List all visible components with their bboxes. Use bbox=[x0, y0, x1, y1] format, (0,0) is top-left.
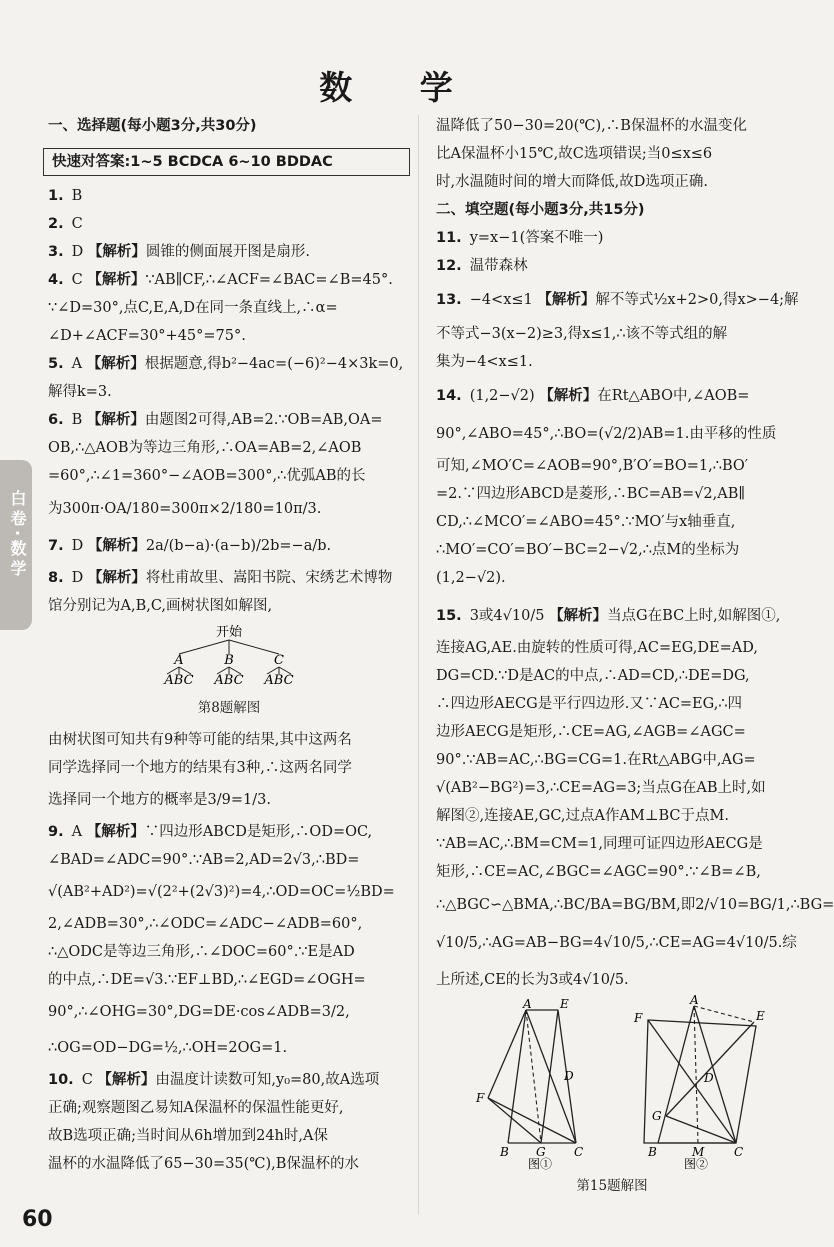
svg-text:ABC: ABC bbox=[214, 673, 244, 688]
q7: 7. D 【解析】2a/(b−a)·(a−b)/2b=−a/b. bbox=[48, 538, 332, 554]
svg-text:B: B bbox=[500, 1145, 509, 1159]
q3: 3. D 【解析】圆锥的侧面展开图是扇形. bbox=[48, 244, 310, 260]
q8: 8. D 【解析】将杜甫故里、嵩阳书院、宋绣艺术博物 馆分别记为A,B,C,画树状图如解图, 开始 A B C ABC ABC ABC 第8题解图 由树状图可知共有9种等可能的结果,其中这两名 同学选择同一个地方的结果有3种,∴这两名同学 选择同一个地方的概率是3/9=1/3. bbox=[48, 564, 410, 818]
fig15-caption: 第15题解图 bbox=[576, 1178, 648, 1194]
svg-text:B: B bbox=[224, 653, 234, 668]
q15: 15. 3或4√10/5 【解析】当点G在BC上时,如解图①, 连接AG,AE.由旋转的性质可得,AC=EG,DE=AD, DG=CD.∵D是AC的中点,∴AD=CD,∴DE=DG, ∴四边形AECG是平行四边形.又∵AC=EG,∴四 边形AECG是矩形,∴CE=AG,∠AGB=∠AGC= 90°.∵AB=AC,∴BG=CG=1.在Rt△ABG中,AG= √(AB²−BG²)=3,∴CE=AG=3;当点G在AB上时,如 解图②,连接AE,GC,过点A作AM⊥BC于点M. ∵AB=AC,∴BM=CM=1,同理可证四边形AECG是 矩形,∴CE=AC,∠BGC=∠AGC=90°.∵∠B=∠B, ∴△BGC∽△BMA,∴BC/BA=BG/BM,即2/√10=BG/1,∴BG= √10/5,∴AG=AB−BG=4√10/5,∴CE=AG=4√10/5.综 上所述,CE的长为3或4√10/5. A E D F B G C 图① A E F D G B M C 图② 第15题解图 bbox=[436, 598, 788, 1200]
quick-answers-box: 快速对答案:1~5 BCDCA 6~10 BDDAC bbox=[43, 148, 410, 176]
q10-continued-1: 温降低了50−30=20(℃),∴B保温杯的水温变化 bbox=[436, 118, 747, 134]
q6: 6. B 【解析】由题图2可得,AB=2.∵OB=AB,OA= OB,∴△AOB为等边三角形,∴OA=AB=2,∠AOB =60°,∴∠1=360°−∠AOB=300°,∴优弧AB的长 为300π·OA/180=300π×2/180=10π/3. bbox=[48, 412, 383, 517]
svg-text:C: C bbox=[734, 1145, 744, 1159]
svg-text:F: F bbox=[634, 1011, 643, 1025]
left-column bbox=[48, 112, 410, 1178]
svg-text:A: A bbox=[174, 653, 184, 668]
q2: 2. C bbox=[48, 216, 83, 232]
svg-text:D: D bbox=[704, 1071, 714, 1085]
svg-text:G: G bbox=[536, 1145, 546, 1159]
q5: 5. A 【解析】根据题意,得b²−4ac=(−6)²−4×3k=0, 解得k=3. bbox=[48, 356, 404, 400]
column-divider bbox=[418, 115, 419, 1215]
svg-text:ABC: ABC bbox=[264, 673, 294, 688]
svg-text:M: M bbox=[692, 1145, 705, 1159]
svg-text:E: E bbox=[756, 1009, 765, 1023]
section-choice-heading: 一、选择题(每小题3分,共30分) bbox=[48, 118, 257, 134]
side-tab bbox=[0, 460, 32, 630]
fig8-caption: 第8题解图 bbox=[197, 700, 261, 716]
q13: 13. −4<x≤1 【解析】解不等式½x+2>0,得x>−4;解 不等式−3(x−2)≥3,得x≤1,∴该不等式组的解 集为−4<x≤1. bbox=[436, 292, 799, 370]
svg-text:D: D bbox=[564, 1069, 574, 1083]
svg-text:A: A bbox=[690, 993, 699, 1007]
figure-2 bbox=[633, 993, 765, 1171]
svg-text:C: C bbox=[274, 653, 284, 668]
q10-continued-2: 比A保温杯小15℃,故C选项错误;当0≤x≤6 bbox=[436, 146, 713, 162]
svg-text:E: E bbox=[560, 997, 569, 1011]
tree-diagram bbox=[48, 624, 410, 722]
fig15-svg bbox=[436, 993, 776, 1171]
tree-start-label: 开始 bbox=[215, 625, 243, 640]
fig1-label: 图① bbox=[528, 1157, 553, 1171]
q11: 11. y=x−1(答案不唯一) bbox=[436, 230, 604, 246]
q10: 10. C 【解析】由温度计读数可知,y₀=80,故A选项 正确;观察题图乙易知A保温杯的保温性能更好, 故B选项正确;当时间从6h增加到24h时,A保 温杯的水温降低了65−30=35(℃),B保温杯的水 bbox=[48, 1072, 380, 1172]
svg-text:ABC: ABC bbox=[164, 673, 194, 688]
q14: 14. (1,2−√2) 【解析】在Rt△ABO中,∠AOB= 90°,∠ABO=45°,∴BO=(√2/2)AB=1.由平移的性质 可知,∠MO′C=∠AOB=90°,B′O′=BO=1,∴BO′ =2.∵四边形ABCD是菱形,∴BC=AB=√2,AB∥ CD,∴∠MCO′=∠ABO=45°.∵MO′与x轴垂直, ∴MO′=CO′=BO′−BC=2−√2,∴点M的坐标为 (1,2−√2). bbox=[436, 388, 777, 586]
page-title: 数 学 bbox=[319, 68, 481, 107]
q12: 12. 温带森林 bbox=[436, 258, 528, 274]
svg-text:A: A bbox=[523, 997, 532, 1011]
figure-1 bbox=[475, 997, 583, 1171]
q9: 9. A 【解析】∵四边形ABCD是矩形,∴OD=OC, ∠BAD=∠ADC=90°.∵AB=2,AD=2√3,∴BD= √(AB²+AD²)=√(2²+(2√3)²)=4,∴OD=OC=½BD= 2,∠ADB=30°,∴∠ODC=∠ADC−∠ADB=60°, ∴△ODC是等边三角形,∴∠DOC=60°.∵E是AD 的中点,∴DE=√3.∵EF⊥BD,∴∠EGD=∠OGH= 90°,∴∠OHG=30°,DG=DE·cos∠ADB=3/2, ∴OG=OD−DG=½,∴OH=2OG=1. bbox=[48, 824, 395, 1056]
page-number: 60 bbox=[22, 1207, 53, 1232]
side-tab-label: 白卷·数学 bbox=[8, 490, 27, 581]
section-fill-heading: 二、填空题(每小题3分,共15分) bbox=[436, 202, 645, 218]
q1: 1. B bbox=[48, 188, 83, 204]
right-column bbox=[436, 112, 834, 1200]
q10-continued-3: 时,水温随时间的增大而降低,故D选项正确. bbox=[436, 174, 708, 190]
q4: 4. C 【解析】∵AB∥CF,∴∠ACF=∠BAC=∠B=45°. ∵∠D=30°,点C,E,A,D在同一条直线上,∴α= ∠D+∠ACF=30°+45°=75°. bbox=[48, 272, 393, 344]
fig15-diagrams bbox=[436, 993, 788, 1178]
fig2-label: 图② bbox=[684, 1157, 709, 1171]
svg-text:C: C bbox=[574, 1145, 584, 1159]
svg-text:G: G bbox=[652, 1109, 662, 1123]
svg-text:F: F bbox=[476, 1091, 485, 1105]
svg-text:B: B bbox=[648, 1145, 657, 1159]
